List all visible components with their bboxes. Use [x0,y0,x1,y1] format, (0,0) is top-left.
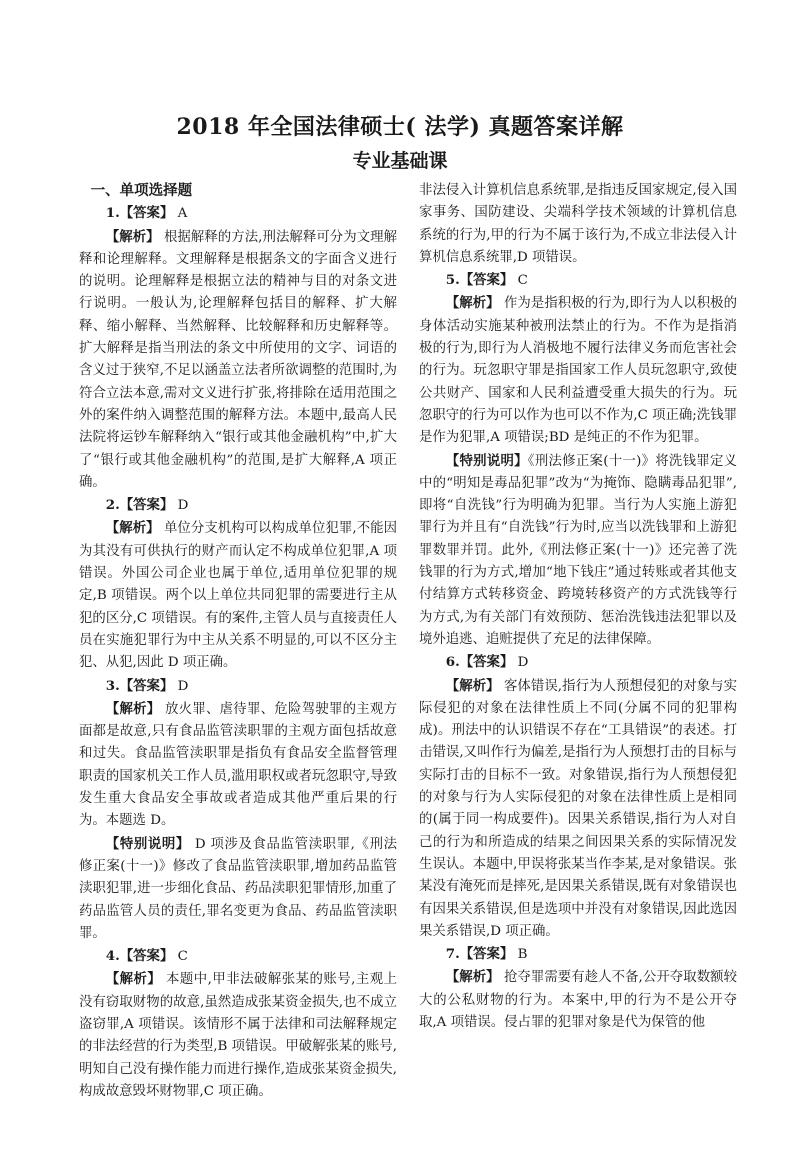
answer-q2 [79,494,397,517]
answer-q7 [419,943,737,966]
analysis-text: 根据解释的方法,刑法解释可分为文理解释和论理解释。文理解释是根据条文的字面含义进行的说明。论理解释是根据立法的精神与目的对条文进行说明。一般认为,论理解释包括目的解释、扩大解释、缩小解释、当然解释、比较解释和历史解释等。扩大解释是指当刑法的条文中所使用的文字、词语的含义过于狭窄,不足以涵盖立法者所欲调整的范围时,为符合立法本意,需对文义进行扩张,将排除在适用范围之外的案件纳入调整范围的解释方法。本题中,最高人民法院将运钞车解释纳入“银行或其他金融机构”中,扩大了“银行或其他金融机构”的范围,是扩大解释,A 项正确。 [79,229,398,490]
answer-label: 6.【答案】 [445,654,514,671]
answer-label: 2.【答案】 [105,497,174,514]
right-column [419,180,737,1034]
analysis-q7 [419,966,737,1034]
analysis-text: 抢夺罪需要有趁人不备,公开夺取数额较大的公私财物的行为。本案中,甲的行为不是公开夺取,A 项错误。侵占罪的犯罪对象是代为保管的他 [419,970,738,1030]
analysis-tag: 【解析】 [105,700,161,717]
answer-value: D [173,678,189,694]
answer-label: 3.【答案】 [105,677,174,694]
analysis-tag: 【解析】 [445,677,500,694]
analysis-tag: 【解析】 [105,520,160,537]
answer-q1 [79,202,397,225]
analysis-q4 [79,968,397,1103]
note-tag: 【特别说明】 [105,835,190,852]
answer-value: A [173,206,188,222]
answer-value: B [513,947,528,963]
analysis-tag: 【解析】 [445,295,500,312]
analysis-q1 [79,226,397,495]
answer-value: D [513,655,529,671]
analysis-tag: 【解析】 [105,971,162,988]
note-tag: 【特别说明】 [445,452,528,469]
document-title: 2018 年全国法律硕士( 法学) 真题答案详解 [176,114,624,140]
analysis-tag: 【解析】 [105,228,160,245]
note-text: D 项涉及食品监管渎职罪,《刑法修正案(十一)》修改了食品监管渎职罪,增加药品监管渎职犯罪,进一步细化食品、药品渎职犯罪情形,加重了药品监管人员的责任,罪名变更为食品、药品监管渎职罪。 [79,836,397,941]
answer-q3 [79,675,397,698]
answer-q5 [419,269,737,292]
document-subtitle: 专业基础课 [352,150,448,172]
special-note-q3 [79,833,397,945]
special-note-q5 [419,450,737,652]
note-text: 《刑法修正案(十一)》将洗钱罪定义中的“明知是毒品犯罪”改为“为掩饰、隐瞒毒品犯罪”,即将“自洗钱”行为明确为犯罪。当行为人实施上游犯罪行为并且有“自洗钱”行为时,应当以洗钱罪和上游犯罪数罪并罚。此外,《刑法修正案(十一)》还完善了洗钱罪的行为方式,增加“地下钱庄”通过转账或者其他支付结算方式转移资金、跨境转移资产的方式洗钱等行为方式,为有关部门有效预防、惩治洗钱违法犯罪以及境外追逃、追赃提供了充足的法律保障。 [419,453,738,647]
analysis-text: 单位分支机构可以构成单位犯罪,不能因为其没有可供执行的财产而认定不构成单位犯罪,A 项错误。外国公司企业也属于单位,适用单位犯罪的规定,B 项错误。两个以上单位共同犯罪的需要进行主从犯的区分,C 项错误。有的案件,主管人员与直接责任人员在实施犯罪行为中主从关系不明显的,可以不区分主犯、从犯,因此 D 项正确。 [79,521,398,671]
answer-label: 7.【答案】 [445,946,514,963]
analysis-q6 [419,675,737,944]
answer-value: D [173,498,189,514]
answer-value: C [513,273,528,289]
left-column [79,180,397,1103]
analysis-q3 [79,698,397,833]
answer-q6 [419,651,737,674]
analysis-text: 作为是指积极的行为,即行为人以积极的身体活动实施某种被刑法禁止的行为。不作为是指消极的行为,即行为人消极地不履行法律义务而危害社会的行为。玩忽职守罪是指国家工作人员玩忽职守,致使公共财产、国家和人民利益遭受重大损失的行为。玩忽职守的行为可以作为也可以不作为,C 项正确;洗钱罪是作为犯罪,A 项错误;BD 是纯正的不作为犯罪。 [419,296,738,446]
analysis-q4-continued: 非法侵入计算机信息系统罪,是指违反国家规定,侵入国家事务、国防建设、尖端科学技术领域的计算机信息系统的行为,甲的行为不属于该行为,不成立非法侵入计算机信息系统罪,D 项错误。 [419,183,737,265]
analysis-text: 放火罪、虐待罪、危险驾驶罪的主观方面都是故意,只有食品监管渎职罪的主观方面包括故意和过失。食品监管渎职罪是指负有食品安全监督管理职责的国家机关工作人员,滥用职权或者玩忽职守,导致发生重大食品安全事故或者造成其他严重后果的行为。本题选 D。 [79,701,397,829]
answer-value: C [173,949,188,965]
answer-q4 [79,945,397,968]
analysis-text: 本题中,甲非法破解张某的账号,主观上没有窃取财物的故意,虽然造成张某资金损失,也不成立盗窃罪,A 项错误。该情形不属于法律和司法解释规定的非法经营的行为类型,B 项错误。甲破解张某的账号,明知自己没有操作能力而进行操作,造成张某资金损失,构成故意毁坏财物罪,C 项正确。 [79,972,397,1099]
section-heading: 一、单项选择题 [90,182,193,199]
analysis-q5 [419,292,737,449]
answer-label: 5.【答案】 [445,272,514,289]
analysis-tag: 【解析】 [445,969,500,986]
answer-label: 4.【答案】 [105,948,174,965]
analysis-q2 [79,517,397,674]
answer-label: 1.【答案】 [105,205,174,222]
analysis-text: 客体错误,指行为人预想侵犯的对象与实际侵犯的对象在法律性质上不同(分属不同的犯罪构成)。刑法中的认识错误不存在“工具错误”的表述。打击错误,又叫作行为偏差,是指行为人预想打击的目标与实际打击的目标不一致。对象错误,指行为人预想侵犯的对象与行为人实际侵犯的对象在法律性质上是相同的(属于同一构成要件)。因果关系错误,指行为人对自己的行为和所造成的结果之间因果关系的实际情况发生误认。本题中,甲误将张某当作李某,是对象错误。张某没有淹死而是摔死,是因果关系错误,既有对象错误也有因果关系错误,但是选项中并没有对象错误,因此选因果关系错误,D 项正确。 [419,678,738,939]
